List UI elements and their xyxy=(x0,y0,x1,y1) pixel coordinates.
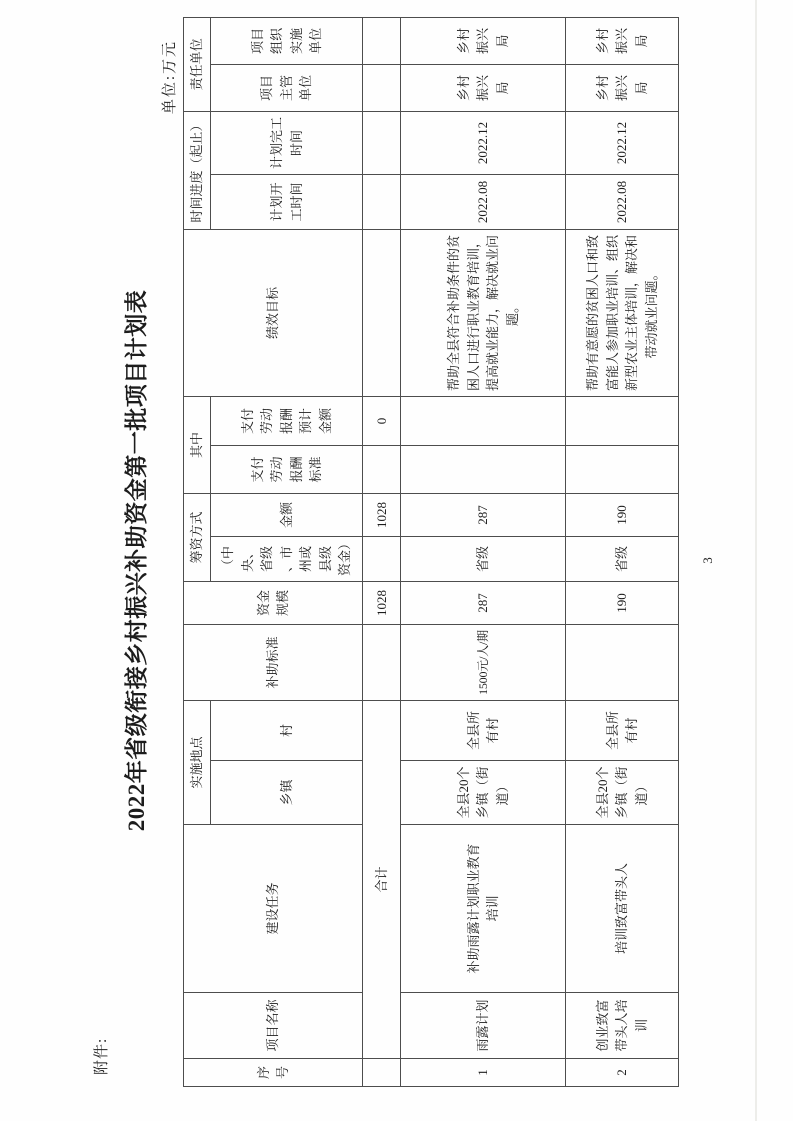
cell-labor-expected xyxy=(401,396,566,445)
cell-seq: 2 xyxy=(566,1059,679,1087)
cell-subsidy-standard xyxy=(566,624,679,700)
cell-implement-unit: 乡村振兴局 xyxy=(401,17,566,64)
cell-subsidy-standard: 1500元/人/期 xyxy=(401,624,566,700)
page-title: 2022年省级衔接乡村振兴补助资金第一批项目计划表 xyxy=(124,289,149,832)
header-supervisor-unit: 项目主管单位 xyxy=(211,64,363,111)
header-funding-source: （中央、省级、市州或县级资金） xyxy=(211,536,363,581)
header-funding-group: 筹资方式 xyxy=(184,493,211,581)
cell-supervisor-unit: 乡村振兴局 xyxy=(566,64,679,111)
cell-implement-unit: 乡村振兴局 xyxy=(566,17,679,64)
cell-project-name: 雨露计划 xyxy=(401,993,566,1059)
total-subsidy-cell xyxy=(363,624,401,700)
header-implement-unit: 项目组织实施单位 xyxy=(211,17,363,64)
cell-labor-standard xyxy=(401,445,566,493)
table-row xyxy=(566,17,679,1086)
total-labor-expected-cell: 0 xyxy=(363,396,401,445)
cell-plan-finish: 2022.12 xyxy=(566,111,679,174)
header-plan-finish: 计划完工时间 xyxy=(211,111,363,174)
unit-note: 单位:万元 xyxy=(162,40,178,115)
total-supervisor-cell xyxy=(363,64,401,111)
table-row xyxy=(401,17,566,1086)
header-task: 建设任务 xyxy=(184,825,363,993)
total-goal-cell xyxy=(363,229,401,396)
cell-labor-standard xyxy=(566,445,679,493)
header-village: 村 xyxy=(211,700,363,760)
header-labor-pay-expected: 支付劳动报酬预计金额 xyxy=(211,396,363,445)
cell-plan-start: 2022.08 xyxy=(401,174,566,229)
cell-performance-goal: 帮助全县符合补助条件的贫困人口进行职业教育培训，提高就业能力，解决就业问题。 xyxy=(401,229,566,396)
header-location-group: 实施地点 xyxy=(184,700,211,824)
cell-task: 培训致富带头人 xyxy=(566,825,679,993)
header-among-group: 其中 xyxy=(184,396,211,493)
cell-seq: 1 xyxy=(401,1059,566,1087)
cell-labor-expected xyxy=(566,396,679,445)
cell-amount: 287 xyxy=(401,493,566,536)
total-label-cell: 合计 xyxy=(363,700,401,1058)
cell-performance-goal: 帮助有意愿的贫困人口和致富能人参加职业培训、组织新型农业主体培训，解决和带动就业问题。 xyxy=(566,229,679,396)
total-row xyxy=(363,17,401,1086)
attachment-label: 附件: xyxy=(94,1037,110,1075)
total-finish-cell xyxy=(363,111,401,174)
cell-township: 全县20个乡镇（街道） xyxy=(401,761,566,825)
header-performance-goal: 绩效目标 xyxy=(184,229,363,396)
header-schedule-group: 时间进度（起止） xyxy=(184,111,211,229)
cell-task: 补助雨露计划职业教育培训 xyxy=(401,825,566,993)
header-seq: 序号 xyxy=(184,1059,363,1087)
header-labor-pay-standard: 支付劳动报酬标准 xyxy=(211,445,363,493)
header-subsidy-standard: 补助标准 xyxy=(184,624,363,700)
cell-project-name: 创业致富带头人培训 xyxy=(566,993,679,1059)
total-start-cell xyxy=(363,174,401,229)
total-funding-source-cell xyxy=(363,536,401,581)
cell-plan-finish: 2022.12 xyxy=(401,111,566,174)
cell-village: 全县所有村 xyxy=(401,700,566,760)
cell-amount: 190 xyxy=(566,493,679,536)
cell-fund-scale: 190 xyxy=(566,581,679,624)
cell-funding-source: 省级 xyxy=(566,536,679,581)
cell-village: 全县所有村 xyxy=(566,700,679,760)
total-seq-cell xyxy=(363,1059,401,1087)
header-responsible-group: 责任单位 xyxy=(184,17,211,111)
total-amount-cell: 1028 xyxy=(363,493,401,536)
total-fund-scale-cell: 1028 xyxy=(363,581,401,624)
header-project-name: 项目名称 xyxy=(184,993,363,1059)
total-implement-cell xyxy=(363,17,401,64)
total-labor-standard-cell xyxy=(363,445,401,493)
header-township: 乡镇 xyxy=(211,761,363,825)
header-amount: 金额 xyxy=(211,493,363,536)
cell-plan-start: 2022.08 xyxy=(566,174,679,229)
cell-township: 全县20个乡镇（街道） xyxy=(566,761,679,825)
cell-supervisor-unit: 乡村振兴局 xyxy=(401,64,566,111)
header-fund-scale: 资金规模 xyxy=(184,581,363,624)
cell-funding-source: 省级 xyxy=(401,536,566,581)
page-number: 3 xyxy=(700,557,715,564)
cell-fund-scale: 287 xyxy=(401,581,566,624)
header-plan-start: 计划开工时间 xyxy=(211,174,363,229)
project-plan-table xyxy=(183,17,679,1087)
